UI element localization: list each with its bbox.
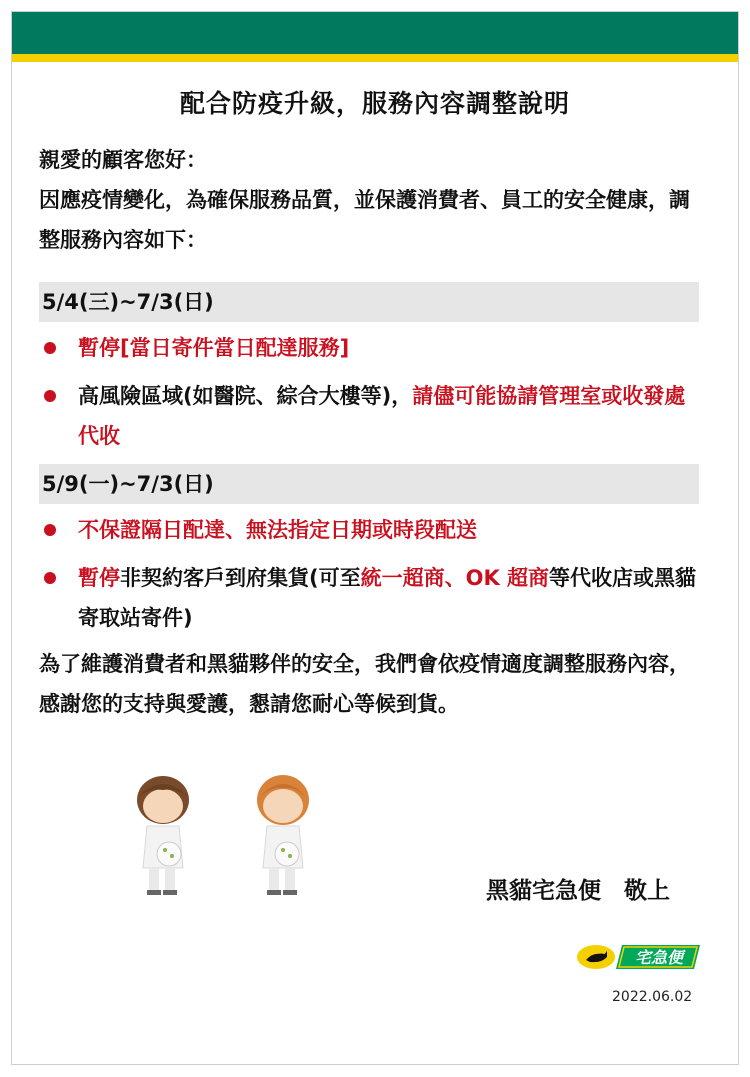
highlight-text: 不保證隔日配達、無法指定日期或時段配送	[78, 518, 477, 542]
plain-text: 非契約客戶到府集貨(可至	[120, 566, 361, 590]
bullet-dot-icon	[44, 390, 56, 402]
bowing-mascots-illustration	[125, 768, 325, 898]
plain-text: 等代收店或黑貓寄取站寄件)	[78, 566, 697, 630]
highlight-text: 請儘可能協請管理室或收發處代收	[78, 384, 686, 448]
takkyubin-logo-icon	[616, 945, 700, 969]
bullet-2-1	[44, 510, 704, 550]
highlight-text: 暫停[當日寄件當日配達服務]	[78, 336, 350, 360]
black-cat-icon	[577, 945, 615, 969]
mascot-girl-icon	[257, 775, 309, 895]
closing-text: 為了維護消費者和黑貓夥伴的安全，我們會依疫情適度調整服務內容，感謝您的支持與愛護，懇請您耐心等候到貨。	[39, 652, 690, 716]
signature-text: 黑貓宅急便 敬上	[486, 878, 670, 904]
plain-text: 高風險區域(如醫院、綜合大樓等)，	[78, 384, 413, 408]
bullet-text	[78, 328, 704, 368]
bullet-dot-icon	[44, 524, 56, 536]
svg-text:宅急便: 宅急便	[634, 948, 684, 967]
notice-title: 配合防疫升級，服務內容調整說明	[179, 89, 570, 118]
highlight-text: 統一超商、OK 超商	[360, 566, 550, 590]
bullet-1-2	[44, 376, 704, 456]
mascot-boy-icon	[137, 776, 189, 895]
bullet-text	[78, 558, 704, 638]
header-green-band	[12, 12, 738, 54]
highlight-text: 暫停	[78, 566, 120, 590]
header-yellow-band	[12, 54, 738, 62]
bullet-text	[78, 376, 704, 456]
bullet-2-2	[44, 558, 704, 638]
period-2-label: 5/9(一)~7/3(日)	[39, 464, 699, 504]
notice-date: 2022.06.02	[612, 989, 693, 1005]
intro-text: 因應疫情變化，為確保服務品質，並保護消費者、員工的安全健康，調整服務內容如下：	[39, 188, 690, 252]
bullet-dot-icon	[44, 342, 56, 354]
bullet-dot-icon	[44, 572, 56, 584]
greeting-text: 親愛的顧客您好：	[39, 148, 207, 172]
bullet-1-1	[44, 328, 704, 368]
bullet-text	[78, 510, 704, 550]
black-cat-logo	[576, 943, 700, 971]
period-1-label: 5/4(三)~7/3(日)	[39, 282, 699, 322]
